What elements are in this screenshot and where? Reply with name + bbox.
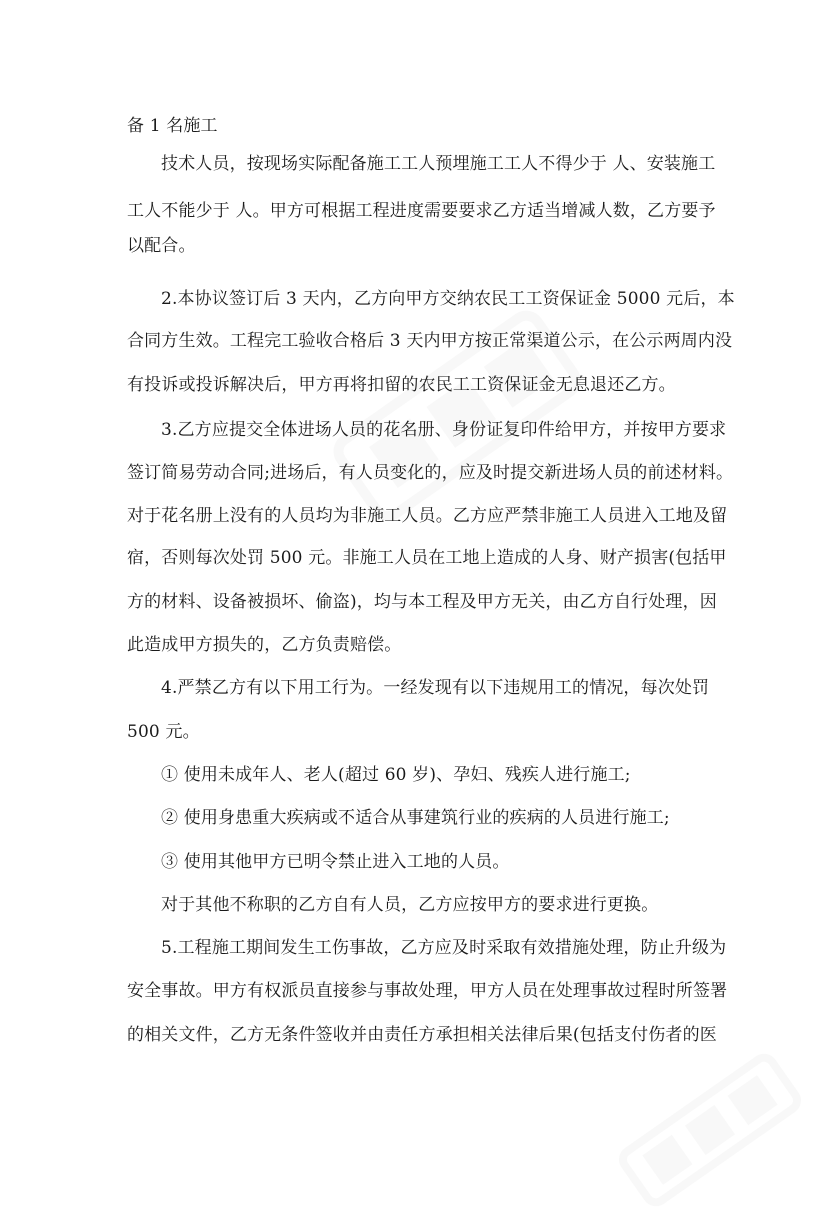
text-line: 技术人员，按现场实际配备施工工人预埋施工工人不得少于 人、安装施工 (161, 154, 716, 174)
text-line: 500 元。 (127, 722, 200, 742)
list-item: ① 使用未成年人、老人(超过 60 岁)、孕妇、残疾人进行施工; (161, 765, 631, 785)
text-line: 宿，否则每次处罚 500 元。非施工人员在工地上造成的人身、财产损害(包括甲 (127, 548, 727, 568)
text-line: 4.严禁乙方有以下用工行为。一经发现有以下违规用工的情况，每次处罚 (161, 678, 710, 698)
text-line: 的相关文件，乙方无条件签收并由责任方承担相关法律后果(包括支付伤者的医 (127, 1025, 717, 1045)
text-line: 5.工程施工期间发生工伤事故，乙方应及时采取有效措施处理，防止升级为 (161, 938, 727, 958)
watermark-logo-bottom (605, 1040, 815, 1220)
text-line: 以配合。 (127, 236, 196, 256)
list-item: ② 使用身患重大疾病或不适合从事建筑行业的疾病的人员进行施工; (161, 808, 670, 828)
text-line: 对于花名册上没有的人员均为非施工人员。乙方应严禁非施工人员进入工地及留 (127, 506, 728, 526)
text-line: 备 1 名施工 (127, 116, 218, 136)
text-line: 合同方生效。工程完工验收合格后 3 天内甲方按正常渠道公示，在公示两周内没 (127, 331, 733, 351)
text-line: 工人不能少于 人。甲方可根据工程进度需要要求乙方适当增减人数，乙方要予 (127, 201, 716, 221)
text-line: 签订简易劳动合同;进场后，有人员变化的，应及时提交新进场人员的前述材料。 (127, 463, 734, 483)
text-line: 对于其他不称职的乙方自有人员，乙方应按甲方的要求进行更换。 (161, 895, 659, 915)
text-line: 3.乙方应提交全体进场人员的花名册、身份证复印件给甲方，并按甲方要求 (161, 420, 727, 440)
text-line: 此造成甲方损失的，乙方负责赔偿。 (127, 635, 402, 655)
text-line: 安全事故。甲方有权派员直接参与事故处理，甲方人员在处理事故过程时所签署 (127, 981, 728, 1001)
text-line: 有投诉或投诉解决后，甲方再将扣留的农民工工资保证金无息退还乙方。 (127, 375, 676, 395)
text-line: 2.本协议签订后 3 天内，乙方向甲方交纳农民工工资保证金 5000 元后，本 (161, 289, 735, 309)
list-item: ③ 使用其他甲方已明令禁止进入工地的人员。 (161, 852, 510, 872)
text-line: 方的材料、设备被损坏、偷盗)，均与本工程及甲方无关，由乙方自行处理，因 (127, 592, 717, 612)
